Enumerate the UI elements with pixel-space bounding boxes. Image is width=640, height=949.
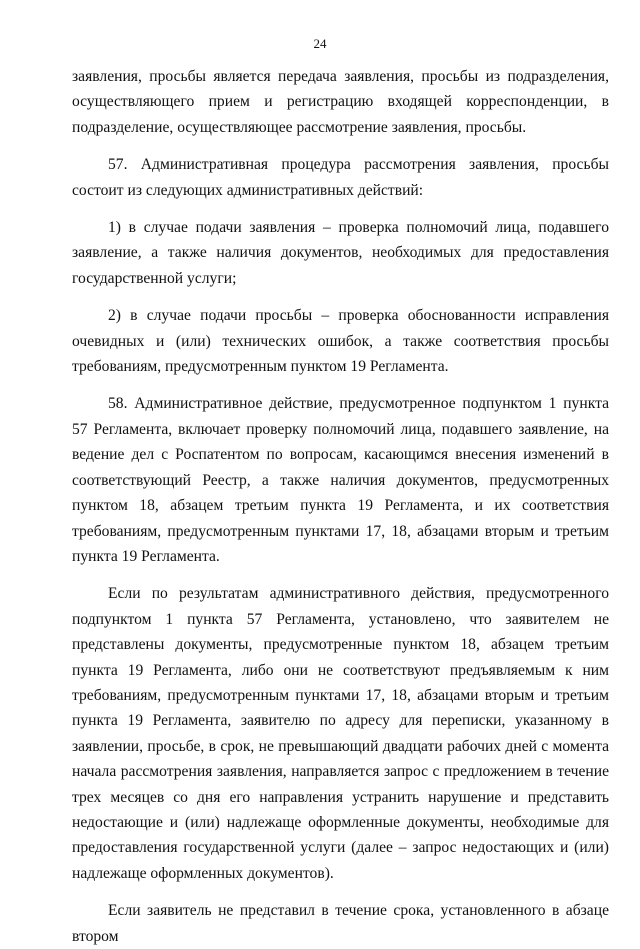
paragraph-item-58-condition-not-submitted: Если заявитель не представил в течение срока, установленного в абзаце втором xyxy=(72,902,609,945)
body-text xyxy=(72,64,609,949)
paragraph-item-57-sub-1: 1) в случае подачи заявления – проверка полномочий лица, подавшего заявление, а также наличия документов, необходимых для предоставления государственной услуги; xyxy=(72,219,609,287)
paragraph-continued: заявления, просьбы является передача заявления, просьбы из подразделения, осуществляющего прием и регистрацию входящей корреспонденции, в подразделение, осуществляющее рассмотрение заявления, просьбы. xyxy=(72,68,609,136)
paragraph-item-57-sub-2: 2) в случае подачи просьбы – проверка обоснованности исправления очевидных и (или) технических ошибок, а также соответствия просьбы требованиям, предусмотренным пунктом 19 Регламента. xyxy=(72,307,609,376)
paragraph-item-58-condition: Если по результатам административного действия, предусмотренного подпунктом 1 пункта 57 Регламента, установлено, что заявителем не представлены документы, предусмотренные пунктом 18, абзацем третьим пункта 19 Регламента, либо они не соответствуют предъявляемым к ним требованиям, предусмотренным пунктами 17, 18, абзацами вторым и третьим пункта 19 Регламента, заявителю по адресу для переписки, указанному в заявлении, просьбе, в срок, не превышающий двадцати рабочих дней с момента начала рассмотрения заявления, направляется запрос с предложением в течение трех месяцев со дня его направления устранить нарушение и представить недостающие и (или) надлежаще оформленные документы, необходимые для предоставления государственной услуги (далее – запрос недостающих и (или) надлежаще оформленных документов). xyxy=(72,585,609,882)
paragraph-item-58: 58. Административное действие, предусмотренное подпунктом 1 пункта 57 Регламента, включает проверку полномочий лица, подавшего заявление, на ведение дел с Роспатентом по вопросам, касающимся внесения изменений в соответствующий Реестр, а также наличия документов, предусмотренных пунктом 18, абзацем третьим пункта 19 Регламента, и их соответствия требованиям, предусмотренным пунктами 17, 18, абзацами вторым и третьим пункта 19 Регламента. xyxy=(72,395,609,565)
page-number: 24 xyxy=(313,36,327,51)
paragraph-item-57: 57. Административная процедура рассмотрения заявления, просьбы состоит из следующих административных действий: xyxy=(72,156,609,199)
